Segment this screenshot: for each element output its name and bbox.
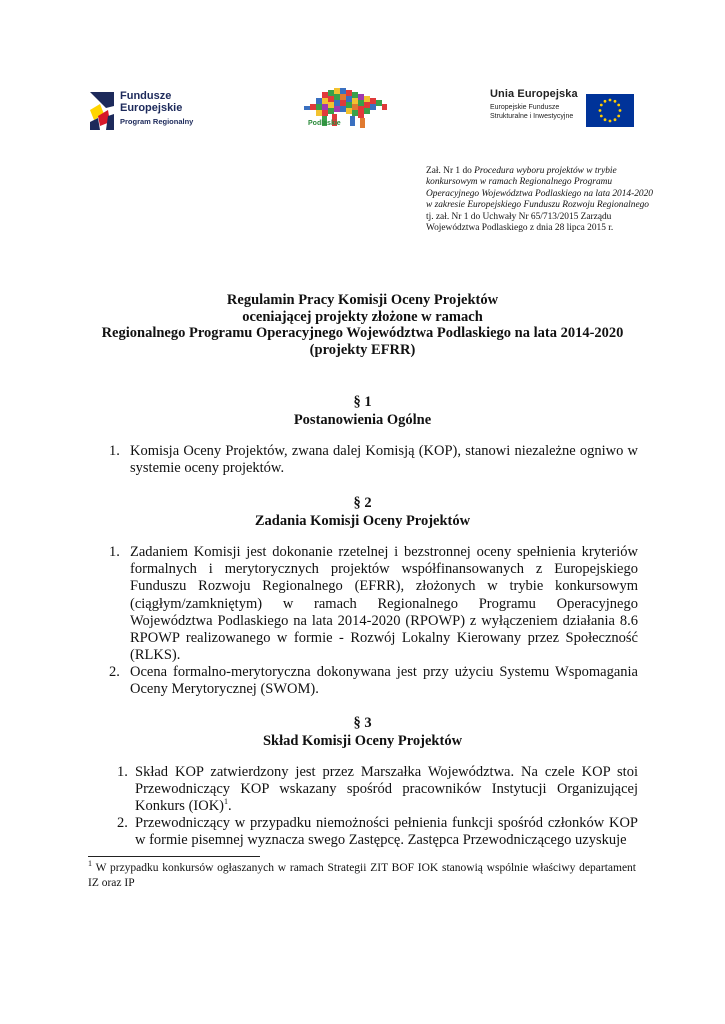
footnote-reference[interactable]: 1 (224, 797, 228, 807)
list-item-text: Skład KOP zatwierdzony jest przez Marszałka Województwa. Na czele KOP stoi Przewodniczący KOP wskazany spośród pracowników Instytucji Organizującej Konkurs (IOK) (135, 764, 638, 815)
title-line3: Regionalnego Programu Operacyjnego Województwa Podlaskiego na lata 2014-2020 (101, 325, 624, 342)
fe-star-icon (86, 86, 116, 132)
ue-line2: Europejskie Fundusze (490, 104, 560, 111)
footnote (88, 861, 636, 891)
list-item: Przewodniczący w przypadku niemożności pełnienia funkcji spośród członków KOP w formie pisemnej wyznacza swego Zastępcę. Zastępca Przewodniczącego uzyskuje (135, 815, 638, 849)
list-item: Zadaniem Komisji jest dokonanie rzetelnej i bezstronnej oceny spełnienia kryteriów formalnych i merytorycznych projektów współfinansowanych z Europejskiego Funduszu Rozwoju Regionalnego (EFRR), złożonych w trybie konkursowym (ciągłym/zamkniętym) w ramach Regionalnego Programu Operacyjnego Województwa Podlaskiego na lata 2014-2020 (RPOWP) z wyłączeniem działania 8.6 RPOWP realizowanego w formie - Rozwój Lokalny Kierowany przez Społeczność (RLKS). (130, 544, 638, 664)
title-line4: (projekty EFRR) (309, 341, 416, 358)
annex-procedure-title: Procedura wyboru projektów w trybie konkursowym w ramach Regionalnego Programu Operacyjnego Województwa Podlaskiego na lata 2014-2020 w zakresie Europejskiego Funduszu Rozwoju Regionalnego (426, 166, 653, 211)
section-symbol: § 1 (353, 394, 372, 410)
logo-bar (0, 82, 725, 142)
section-heading: Postanowienia Ogólne (293, 412, 432, 428)
annex-prefix: Zał. Nr 1 do (426, 166, 475, 176)
list-number: 1. (109, 443, 120, 459)
fe-line2: Europejskie (120, 102, 183, 114)
list-number: 1. (117, 764, 128, 780)
annex-note (426, 166, 658, 234)
section-heading: Zadania Komisji Oceny Projektów (254, 513, 471, 529)
list-number: 1. (109, 544, 120, 560)
section-heading: Skład Komisji Oceny Projektów (262, 733, 463, 749)
podlaskie-label: Podlaskie (308, 120, 341, 127)
ue-line1: Unia Europejska (490, 88, 578, 100)
podlaskie-logo (298, 84, 408, 142)
list-item-end: . (228, 798, 232, 815)
fe-line3: Program Regionalny (120, 117, 194, 126)
fe-line1: Fundusze (120, 90, 172, 102)
section-1-header (60, 393, 665, 429)
section-symbol: § 2 (353, 495, 372, 511)
footnote-mark: 1 (88, 859, 92, 869)
footnote-text: W przypadku konkursów ogłaszanych w ramach Strategii ZIT BOF IOK stanowią wspólnie właściwy departament IZ oraz IP (88, 862, 636, 889)
fundusze-europejskie-logo (86, 86, 216, 134)
list-item (135, 764, 638, 816)
section-3-header (60, 714, 665, 750)
title-line2: oceniającej projekty złożone w ramach (242, 308, 483, 325)
list-item: Komisja Oceny Projektów, zwana dalej Komisją (KOP), stanowi niezależne ogniwo w systemie oceny projektów. (130, 443, 638, 477)
annex-suffix: tj. zał. Nr 1 do Uchwały Nr 65/713/2015 Zarządu Województwa Podlaskiego z dnia 28 lipca 2015 r. (426, 211, 614, 234)
eu-flag-icon (586, 94, 634, 127)
unia-europejska-logo (490, 88, 640, 134)
document-title (60, 292, 665, 358)
section-symbol: § 3 (353, 715, 372, 731)
list-item: Ocena formalno-merytoryczna dokonywana jest przy użyciu Systemu Wspomagania Oceny Merytorycznej (SWOM). (130, 664, 638, 698)
footnote-separator (88, 856, 260, 857)
ue-line3: Strukturalne i Inwestycyjne (490, 113, 574, 120)
list-number: 2. (117, 815, 128, 831)
list-number: 2. (109, 664, 120, 680)
title-line1: Regulamin Pracy Komisji Oceny Projektów (226, 292, 499, 308)
section-2-header (60, 494, 665, 530)
